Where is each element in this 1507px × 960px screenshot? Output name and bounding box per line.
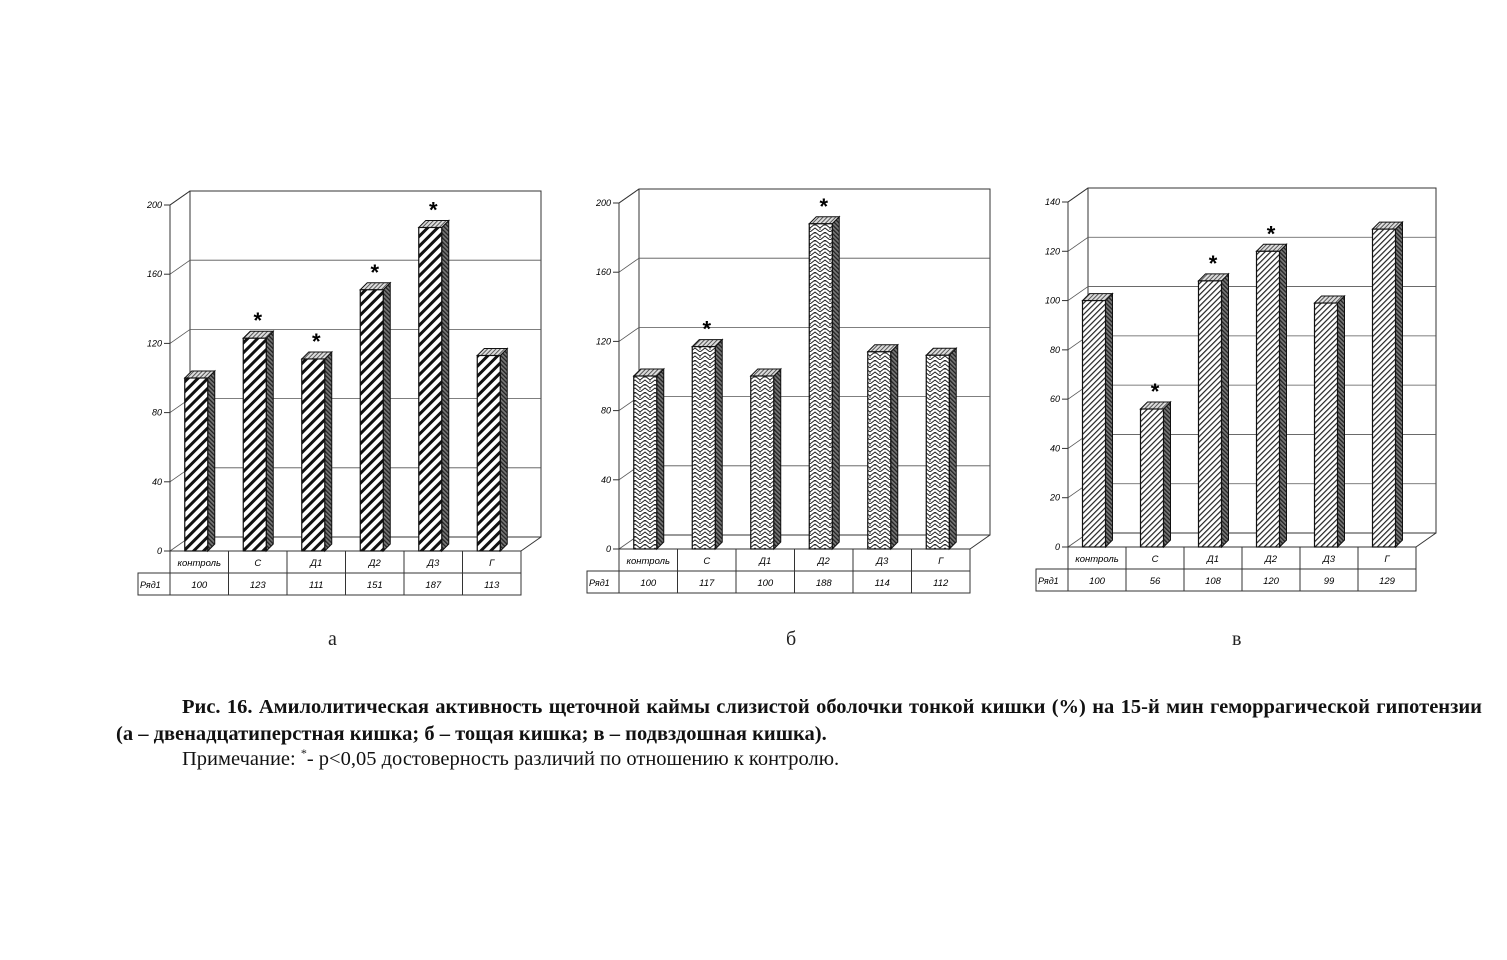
series-name: Ряд1 [140,580,161,590]
bar [692,347,715,549]
category-label: С [1151,554,1159,565]
bar [1373,229,1396,547]
category-label: Д1 [1207,554,1219,565]
significance-star: * [819,193,829,219]
y-tick-label: 120 [146,338,162,349]
bar [868,352,891,549]
y-tick-label: 80 [1049,344,1060,355]
chart-2 [587,189,990,593]
value-label: 100 [191,580,208,591]
y-tick-label: 120 [595,336,611,347]
bar [809,224,832,549]
bar-side [325,352,332,551]
chart-3 [1036,188,1436,591]
y-tick-label: 80 [151,407,162,418]
y-tick-label: 140 [1044,197,1060,207]
category-label: Д2 [1265,554,1277,565]
bar [634,376,657,549]
side-top-edge [619,189,639,203]
bar-side [442,220,449,551]
bar-side [1106,294,1113,547]
bar-side [383,283,390,551]
y-tick-label: 80 [600,405,611,416]
bar-side [891,345,898,549]
bar [1083,301,1106,547]
y-tick-label: 40 [600,474,611,485]
bar [419,227,442,551]
value-label: 100 [640,578,657,589]
category-label: Д3 [427,558,440,569]
category-label: Г [1384,554,1390,565]
y-tick-label: 100 [1044,295,1060,306]
category-label: контроль [626,556,671,567]
bar-side [1396,222,1403,547]
bar [302,359,325,551]
category-label: контроль [177,558,222,569]
bar-side [715,340,722,549]
value-label: 113 [484,580,500,591]
category-label: Д3 [876,556,889,567]
y-tick-label: 40 [151,476,162,487]
bar [1199,281,1222,547]
significance-star: * [1208,250,1218,276]
figure-note [182,746,839,771]
value-label: 56 [1149,576,1161,587]
bar-side [1222,274,1229,547]
series-name: Ряд1 [589,578,610,588]
y-tick-label: 200 [146,200,162,210]
y-tick-label: 120 [1044,246,1060,257]
panel-label-v: в [1232,628,1242,650]
value-label: 123 [249,580,266,591]
side-grid-line [170,329,190,343]
bar-side [657,369,664,549]
bar-side [949,348,956,549]
y-tick-label: 0 [605,544,611,554]
category-label: С [703,556,711,567]
note-prefix: Примечание: [182,747,301,770]
bar-side [500,349,507,551]
y-tick-label: 60 [1049,394,1060,405]
value-label: 100 [757,578,774,589]
side-top-edge [170,191,190,205]
bar-side [1164,402,1171,547]
value-label: 129 [1379,576,1395,587]
bar-side [266,331,273,551]
value-label: 100 [1089,576,1105,587]
side-top-edge [1068,188,1088,202]
panel-label-a: а [328,628,337,650]
bar [1141,409,1164,547]
panel-label-b: б [786,628,797,650]
value-label: 114 [874,578,890,589]
category-label: Д2 [817,556,830,567]
category-label: Д1 [759,556,772,567]
side-grid-line [619,327,639,341]
value-label: 151 [366,580,383,591]
category-label: С [254,558,262,569]
bar [751,376,774,549]
significance-star: * [311,328,321,354]
floor-edge [521,537,541,551]
y-tick-label: 200 [595,198,611,208]
y-tick-label: 40 [1049,443,1060,454]
bar-side [832,217,839,549]
bar-side [1338,296,1345,547]
category-label: Г [489,558,495,569]
y-tick-label: 160 [595,267,611,278]
y-tick-label: 0 [156,546,162,556]
category-label: Д3 [1323,554,1335,565]
side-grid-line [170,260,190,274]
side-grid-line [619,258,639,272]
note-marker: * [300,746,307,760]
side-grid-line [1068,237,1088,251]
bar [477,356,500,551]
value-label: 120 [1263,576,1279,587]
y-tick-label: 160 [146,269,162,280]
note-text: - p<0,05 достоверность различий по отношению к контролю. [306,747,840,770]
category-label: контроль [1075,554,1119,565]
significance-star: * [370,259,380,285]
value-label: 187 [425,580,442,591]
bar [243,338,266,551]
significance-star: * [253,308,263,334]
value-label: 117 [699,578,715,589]
floor-edge [1416,533,1436,547]
floor-edge [970,535,990,549]
value-label: 111 [309,580,324,591]
category-label: Д1 [310,558,323,569]
significance-star: * [1150,379,1160,404]
bar-side [1280,244,1287,547]
bar [1257,251,1280,547]
bar [185,378,208,551]
significance-star: * [428,197,438,223]
significance-star: * [702,316,712,342]
chart-1 [138,191,541,595]
significance-star: * [1266,221,1276,247]
bar-side [208,371,215,551]
value-label: 108 [1205,576,1221,587]
y-tick-label: 0 [1054,542,1060,552]
y-tick-label: 20 [1049,492,1060,503]
category-label: Г [938,556,944,567]
series-name: Ряд1 [1038,576,1059,586]
category-label: Д2 [368,558,381,569]
bar [1315,303,1338,547]
value-label: 99 [1323,576,1335,587]
bar-side [774,369,781,549]
value-label: 112 [933,578,949,589]
figure-caption: Рис. 16. Амилолитическая активность щеточной каймы слизистой оболочки тонкой кишки (%) на 15-й мин геморрагической гипотензии (а – двенадцатиперстная кишка; б – тощая кишка; в – подвздошная кишка). [116,696,1482,745]
bar [926,355,949,549]
bar [360,290,383,551]
value-label: 188 [815,578,832,589]
